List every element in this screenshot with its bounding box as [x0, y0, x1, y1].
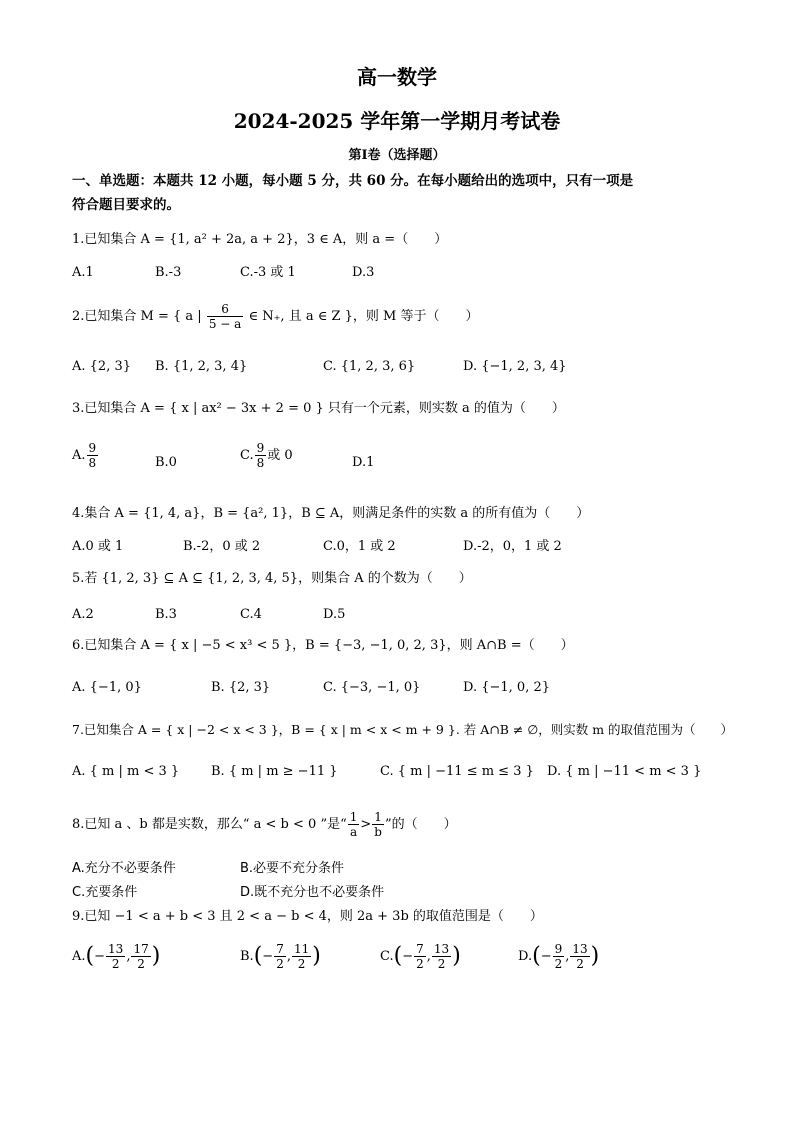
close-paren-icon: ) — [312, 943, 321, 969]
question-7-stem: 7.已知集合 A = { x | −2 < x < 3 }，B = { x | m < x < m + 9 }. 若 A∩B ≠ ∅，则实数 m 的取值范围为（ ） — [72, 722, 734, 737]
question-1-option-b[interactable]: B.-3 — [155, 265, 182, 280]
question-9-option-b[interactable]: B.(− $\frac{7}{2}$ , $\frac{11}{2}$ ) — [240, 942, 321, 971]
instructions-line-2: 符合题目要求的。 — [72, 197, 180, 213]
close-paren-icon: ) — [590, 943, 600, 969]
question-8-option-d[interactable]: D.既不充分也不必要条件 — [240, 885, 385, 900]
fraction-denominator: 5 − a — [208, 317, 242, 331]
question-2-stem — [72, 302, 478, 331]
question-5-option-a[interactable]: A.2 — [72, 607, 94, 622]
fraction-numerator: 11 — [293, 942, 310, 956]
option-label: A. — [72, 949, 86, 964]
question-6-stem: 6.已知集合 A = { x | −5 < x³ < 5 }，B = {−3, −1, 0, 2, 3}，则 A∩B =（ ） — [72, 638, 574, 653]
fraction-denominator: 2 — [576, 957, 584, 971]
fraction-denominator: 2 — [554, 957, 563, 971]
close-paren-icon: ) — [452, 943, 461, 969]
interval-lower-fraction — [553, 942, 565, 971]
fraction-numerator: 13 — [433, 942, 450, 956]
question-6-option-d[interactable]: D. {−1, 0, 2} — [463, 680, 551, 695]
question-8-option-a[interactable]: A.充分不必要条件 — [72, 861, 176, 876]
question-3-option-d[interactable]: D.1 — [352, 455, 375, 470]
fraction-numerator: 1 — [349, 810, 358, 824]
question-8-option-c[interactable]: C.充要条件 — [72, 885, 138, 900]
question-4-option-a[interactable]: A.0 或 1 — [72, 539, 124, 554]
question-8-fraction-1 — [348, 810, 360, 839]
interval-lower-fraction — [414, 942, 426, 971]
fraction-denominator: a — [349, 825, 358, 839]
question-8-option-b[interactable]: B.必要不充分条件 — [240, 861, 345, 876]
question-5-stem: 5.若 {1, 2, 3} ⊆ A ⊆ {1, 2, 3, 4, 5}，则集合 A 的个数为（ ） — [72, 571, 472, 586]
question-5-option-d[interactable]: D.5 — [323, 607, 346, 622]
question-9-option-d[interactable]: D.(− $\frac{9}{2}$ , $\frac{13}{2}$ ) — [518, 942, 600, 971]
fraction-numerator: 6 — [207, 302, 243, 317]
page-title: 高一数学 — [357, 65, 437, 89]
question-6-option-b[interactable]: B. {2, 3} — [211, 680, 271, 695]
option-label: D. — [518, 949, 533, 964]
question-3-option-b[interactable]: B.0 — [155, 455, 177, 470]
interval-upper-fraction — [432, 942, 451, 971]
question-7-option-c[interactable]: C. { m | −11 ≤ m ≤ 3 } — [380, 764, 534, 779]
question-8-fraction-2 — [372, 810, 384, 839]
option-label: B. — [240, 949, 254, 964]
fraction-denominator: 8 — [256, 456, 265, 470]
question-9-option-c[interactable]: C.(− $\frac{7}{2}$ , $\frac{13}{2}$ ) — [380, 942, 461, 971]
fraction-denominator: 2 — [111, 957, 120, 971]
option-fraction — [255, 441, 267, 470]
fraction-numerator: 13 — [572, 942, 588, 956]
open-paren-icon: ( — [85, 943, 95, 969]
question-5-option-c[interactable]: C.4 — [240, 607, 262, 622]
question-9-stem: 9.已知 −1 < a + b < 3 且 2 < a − b < 4，则 2a + 3b 的取值范围是（ ） — [72, 909, 543, 924]
question-2-option-d[interactable]: D. {−1, 2, 3, 4} — [463, 359, 567, 374]
fraction-numerator: 7 — [276, 942, 284, 956]
fraction-denominator: 2 — [297, 957, 306, 971]
question-5-option-b[interactable]: B.3 — [155, 607, 177, 622]
question-1-option-d[interactable]: D.3 — [352, 265, 375, 280]
question-8-comparison: > — [360, 817, 372, 832]
fraction-numerator: 1 — [372, 810, 384, 825]
question-4-option-c[interactable]: C.0，1 或 2 — [323, 539, 396, 554]
fraction-numerator: 9 — [256, 441, 265, 455]
interval-upper-fraction — [131, 942, 150, 971]
question-6-option-c[interactable]: C. {−3, −1, 0} — [323, 680, 421, 695]
question-3-option-a[interactable] — [72, 441, 99, 470]
option-label: C. — [380, 949, 394, 964]
question-7-option-b[interactable]: B. { m | m ≥ −11 } — [211, 764, 338, 779]
interval-upper-fraction — [292, 942, 311, 971]
interval-upper-fraction — [570, 942, 589, 971]
question-8-stem-prefix: 8.已知 a 、b 都是实数，那么“ a < b < 0 ”是“ — [72, 817, 347, 832]
question-2-option-a[interactable]: A. {2, 3} — [72, 359, 132, 374]
question-1-stem: 1.已知集合 A = {1, a² + 2a, a + 2}，3 ∈ A，则 a =（ ） — [72, 232, 448, 247]
question-8-stem-suffix: ”的（ ） — [384, 817, 457, 832]
open-paren-icon: ( — [393, 943, 403, 969]
question-2-stem-prefix: 2.已知集合 M = { a | — [72, 309, 202, 324]
question-9-option-a[interactable]: A.(− $\frac{13}{2}$ , $\frac{17}{2}$ ) — [72, 942, 161, 971]
interval-lower-fraction — [274, 942, 286, 971]
option-fraction — [87, 441, 99, 470]
open-paren-icon: ( — [253, 943, 263, 969]
fraction-numerator: 13 — [108, 942, 124, 956]
question-3-option-c[interactable] — [240, 441, 293, 470]
option-label: C. — [240, 448, 254, 463]
close-paren-icon: ) — [151, 943, 161, 969]
option-suffix: 或 0 — [267, 448, 293, 463]
fraction-denominator: 2 — [416, 957, 424, 971]
exam-subtitle: 2024-2025 学年第一学期月考试卷 — [233, 109, 561, 133]
question-2-fraction — [207, 302, 243, 331]
question-1-option-a[interactable]: A.1 — [72, 265, 94, 280]
fraction-denominator: 2 — [276, 957, 284, 971]
option-label: A. — [72, 448, 86, 463]
section-heading: 第Ⅰ卷（选择题） — [348, 148, 446, 163]
fraction-denominator: 2 — [437, 957, 446, 971]
question-8-stem — [72, 810, 457, 839]
question-2-option-b[interactable]: B. {1, 2, 3, 4} — [155, 359, 248, 374]
fraction-numerator: 9 — [88, 441, 97, 455]
question-7-option-a[interactable]: A. { m | m < 3 } — [72, 764, 180, 779]
fraction-denominator: 8 — [88, 456, 97, 470]
interval-lower-fraction — [106, 942, 125, 971]
question-4-option-b[interactable]: B.-2，0 或 2 — [183, 539, 261, 554]
question-2-option-c[interactable]: C. {1, 2, 3, 6} — [323, 359, 416, 374]
question-2-stem-suffix: ∈ N₊, 且 a ∈ Z }，则 M 等于（ ） — [248, 309, 479, 324]
fraction-numerator: 7 — [416, 942, 424, 956]
fraction-numerator: 9 — [554, 942, 563, 956]
open-paren-icon: ( — [532, 943, 541, 969]
fraction-denominator: 2 — [137, 957, 145, 971]
question-7-option-d[interactable]: D. { m | −11 < m < 3 } — [547, 764, 702, 779]
question-4-stem: 4.集合 A = {1, 4, a}，B = {a², 1}，B ⊆ A，则满足条件的实数 a 的所有值为（ ） — [72, 506, 590, 521]
instructions-line-1: 一、单选题：本题共 12 小题，每小题 5 分，共 60 分。在每小题给出的选项中，只有一项是 — [72, 173, 634, 189]
question-3-stem: 3.已知集合 A = { x | ax² − 3x + 2 = 0 } 只有一个元素，则实数 a 的值为（ ） — [72, 401, 565, 416]
question-1-option-c[interactable]: C.-3 或 1 — [240, 265, 296, 280]
question-6-option-a[interactable]: A. {−1, 0} — [72, 680, 142, 695]
fraction-denominator: b — [374, 825, 382, 839]
fraction-numerator: 17 — [133, 942, 149, 956]
question-4-option-d[interactable]: D.-2，0，1 或 2 — [463, 539, 562, 554]
